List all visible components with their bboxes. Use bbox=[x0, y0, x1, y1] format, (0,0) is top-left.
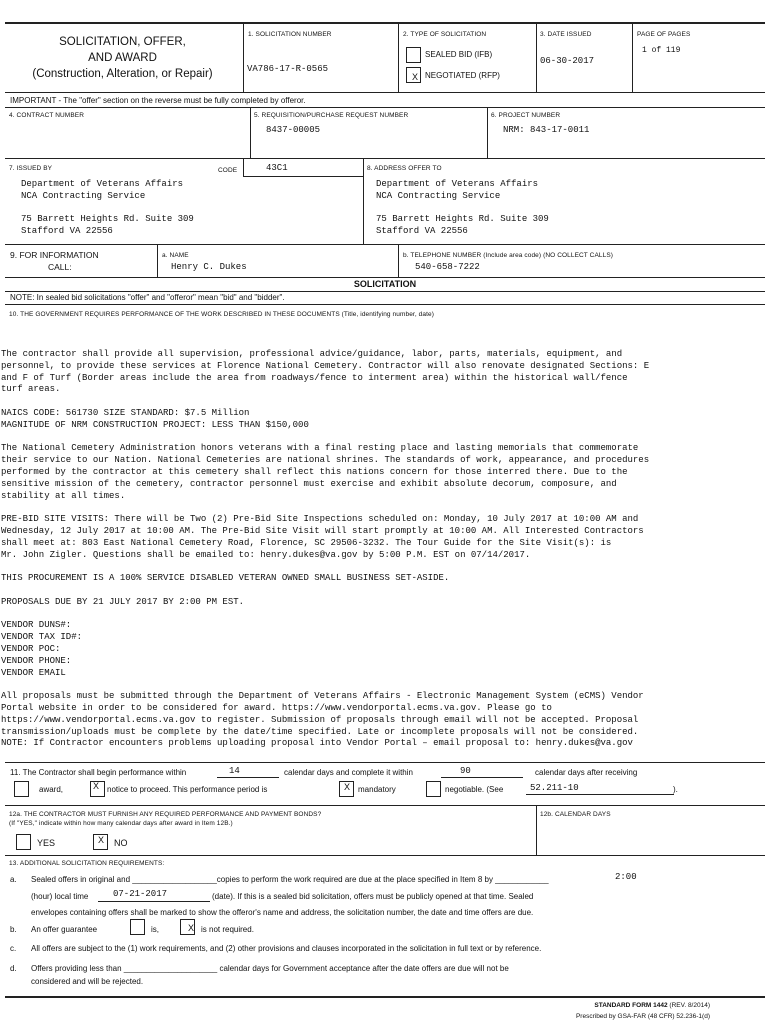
item-12a-sub: (If "YES," indicate within how many calendar days after award in Item 12B.) bbox=[9, 820, 233, 827]
negotiable-label: negotiable. (See bbox=[445, 785, 504, 794]
requisition-label: 5. REQUISITION/PURCHASE REQUEST NUMBER bbox=[254, 112, 409, 119]
guarantee-not-required-mark: X bbox=[188, 923, 195, 933]
bonds-yes-checkbox[interactable] bbox=[16, 834, 31, 850]
sealed-bid-checkbox[interactable] bbox=[406, 47, 421, 63]
type-of-solicitation-label: 2. TYPE OF SOLICITATION bbox=[403, 31, 487, 38]
item-13a-line2: (date). If this is a sealed bid solicitation, offers must be publicly opened at that time. Sealed bbox=[212, 892, 534, 901]
negotiable-checkbox[interactable] bbox=[426, 781, 441, 797]
item-13d-text2: considered and will be rejected. bbox=[31, 977, 144, 986]
award-label: award, bbox=[39, 785, 64, 794]
item-13c-text: All offers are subject to the (1) work requirements, and (2) other provisions and clauses incorporated in the solicitation in full text or by reference. bbox=[31, 944, 542, 953]
guarantee-is-checkbox[interactable] bbox=[130, 919, 145, 935]
item-13-label: 13. ADDITIONAL SOLICITATION REQUIREMENTS: bbox=[9, 860, 165, 867]
telephone-number: 540-658-7222 bbox=[415, 262, 480, 272]
item-10-label: 10. THE GOVERNMENT REQUIRES PERFORMANCE OF THE WORK DESCRIBED IN THESE DOCUMENTS (Title, identifying number, date) bbox=[9, 311, 434, 318]
item-12a-label: 12a. THE CONTRACTOR MUST FURNISH ANY REQUIRED PERFORMANCE AND PAYMENT BONDS? bbox=[9, 811, 322, 818]
issued-by-address: Department of Veterans Affairs NCA Contracting Service 75 Barrett Heights Rd. Suite 309 Stafford VA 22556 bbox=[21, 179, 194, 237]
item-12b-label: 12b. CALENDAR DAYS bbox=[540, 811, 611, 818]
standard-form-label: STANDARD FORM 1442 (REV. 8/2014) bbox=[594, 1002, 710, 1009]
item-13d-text: Offers providing less than _____________________ calendar days for Government acceptance after the date offers are due will not be bbox=[31, 964, 509, 973]
item-11-mid: calendar days and complete it within bbox=[284, 768, 413, 777]
item-13a-line1: Sealed offers in original and ___________________copies to perform the work required are due at the place specified in Item 8 by ____________ bbox=[31, 875, 549, 884]
item-11-prefix: 11. The Contractor shall begin performance within bbox=[10, 768, 187, 777]
important-notice: IMPORTANT - The "offer" section on the reverse must be fully completed by offeror. bbox=[10, 96, 306, 105]
item-13a-hour: (hour) local time bbox=[31, 892, 89, 901]
prescribed-by: Prescribed by GSA-FAR (48 CFR) 52.236-1(d) bbox=[575, 1013, 710, 1020]
sealed-bid-note: NOTE: In sealed bid solicitations "offer" and "offeror" mean "bid" and "bidder". bbox=[10, 293, 285, 302]
item-13d-letter: d. bbox=[10, 964, 17, 973]
contract-number-label: 4. CONTRACT NUMBER bbox=[9, 112, 84, 119]
name-label: a. NAME bbox=[162, 252, 189, 259]
see-close: ). bbox=[673, 785, 678, 794]
item-11-suffix: calendar days after receiving bbox=[535, 768, 638, 777]
bonds-no-mark: X bbox=[98, 835, 105, 845]
solicitation-number: VA786-17-R-0565 bbox=[247, 64, 329, 74]
bonds-no-label: NO bbox=[114, 838, 128, 848]
item-13a-line3: envelopes containing offers shall be marked to show the offeror's name and address, the solicitation number, the date and time offers are due. bbox=[31, 908, 534, 917]
page-of-pages: 1 of 119 bbox=[642, 46, 681, 55]
negotiated-label: NEGOTIATED (RFP) bbox=[425, 71, 500, 80]
guarantee-is-label: is, bbox=[151, 925, 159, 934]
project-number: NRM: 843-17-0011 bbox=[503, 125, 590, 135]
item-13a-letter: a. bbox=[10, 875, 17, 884]
date-issued-label: 3. DATE ISSUED bbox=[540, 31, 592, 38]
item-13c-letter: c. bbox=[10, 944, 17, 953]
work-description: The contractor shall provide all supervision, professional advice/guidance, labor, parts, materials, equipment, and personnel, to provide these services at Florence National Cemetery. Contractor will also renovate designated Sections: E and F of Turf (Border areas include the area from roadways/fence to interment area) within the historical wall/fence turf areas. NAICS CODE: 561730 SIZE STANDARD: $7.5 Million MAGNITUDE OF NRM CONSTRUCTION PROJECT: LESS THAN $150,000 The National Cemetery Administration honors veterans with a final resting place and lasting memorials that commemorate their service to our Nation. National Cemeteries are national shrines. The standards of work, appearance, and procedures performed by the contractor at this cemetery shall reflect this nations concern for those interred there. Due to the sensitive mission of the cemetery, contractor personnel must exercise and exhibit absolute decorum, composure, and stability at all times. PRE-BID SITE VISITS: There will be Two (2) Pre-Bid Site Inspections scheduled on: Monday, 10 July 2017 at 10:00 AM and Wednesday, 12 July 2017 at 10:00 AM. The Pre-Bid Site Visit will start promptly at 10:00 AM. All Interested Contractors shall meet at: 803 East National Cemetery Road, Florence, SC 29506-3232. The Tour Guide for the Site Visit(s): is Mr. John Zigler. Questions shall be emailed to: henry.dukes@va.gov by 5:00 P.M. EST on 07/14/2017. THIS PROCUREMENT IS A 100% SERVICE DISABLED VETERAN OWNED SMALL BUSINESS SET-ASIDE. PROPOSALS DUE BY 21 JULY 2017 BY 2:00 PM EST. VENDOR DUNS#: VENDOR TAX ID#: VENDOR POC: VENDOR PHONE: VENDOR EMAIL All proposals must be submitted through the Department of Veterans Affairs - Electronic Management System (eCMS) Vendor Portal website in order to be considered for award. https://www.vendorportal.ecms.va.gov. Please go to https://www.vendorportal.ecms.va.gov to register. Submission of proposals through email will not be accepted. Proposal transmission/uploads must be complete by the date/time specified. Late or incomplete proposals will not be considered. NOTE: If Contractor encounters problems uploading proposal into Vendor Portal – email proposal to: henry.dukes@va.gov bbox=[1, 349, 650, 749]
telephone-label: b. TELEPHONE NUMBER (Include area code) (NO COLLECT CALLS) bbox=[403, 252, 614, 259]
mandatory-label: mandatory bbox=[358, 785, 396, 794]
address-offer-to: Department of Veterans Affairs NCA Contracting Service 75 Barrett Heights Rd. Suite 309 Stafford VA 22556 bbox=[376, 179, 549, 237]
solicitation-number-label: 1. SOLICITATION NUMBER bbox=[248, 31, 332, 38]
bonds-yes-label: YES bbox=[37, 838, 56, 848]
offer-due-time: 2:00 bbox=[615, 872, 637, 882]
offer-due-date: 07-21-2017 bbox=[113, 889, 168, 899]
guarantee-not-required-label: is not required. bbox=[201, 925, 254, 934]
notice-to-proceed-mark: X bbox=[93, 781, 100, 791]
project-number-label: 6. PROJECT NUMBER bbox=[491, 112, 561, 119]
page-of-pages-label: PAGE OF PAGES bbox=[637, 31, 691, 38]
for-information-label: 9. FOR INFORMATION CALL: bbox=[10, 250, 99, 272]
date-issued: 06-30-2017 bbox=[540, 56, 595, 66]
requisition-number: 8437-00005 bbox=[266, 125, 321, 135]
sealed-bid-label: SEALED BID (IFB) bbox=[425, 50, 493, 59]
notice-to-proceed-label: notice to proceed. This performance period is bbox=[107, 785, 268, 794]
item-11-complete-days: 90 bbox=[460, 766, 471, 776]
address-offer-to-label: 8. ADDRESS OFFER TO bbox=[367, 165, 442, 172]
solicitation-heading: SOLICITATION bbox=[353, 279, 417, 289]
item-11-start-days: 14 bbox=[229, 766, 240, 776]
see-clause: 52.211-10 bbox=[530, 783, 579, 793]
mandatory-mark: X bbox=[344, 782, 351, 792]
item-13b-letter: b. bbox=[10, 925, 17, 934]
award-checkbox[interactable] bbox=[14, 781, 29, 797]
item-13b-text: An offer guarantee bbox=[31, 925, 98, 934]
negotiated-check-mark: X bbox=[412, 72, 419, 82]
form-title: SOLICITATION, OFFER, AND AWARD (Construction, Alteration, or Repair) bbox=[32, 36, 213, 80]
issuer-code: 43C1 bbox=[266, 163, 288, 173]
contact-name: Henry C. Dukes bbox=[171, 262, 247, 272]
issued-by-label: 7. ISSUED BY bbox=[9, 165, 53, 172]
code-label: CODE bbox=[218, 167, 238, 174]
